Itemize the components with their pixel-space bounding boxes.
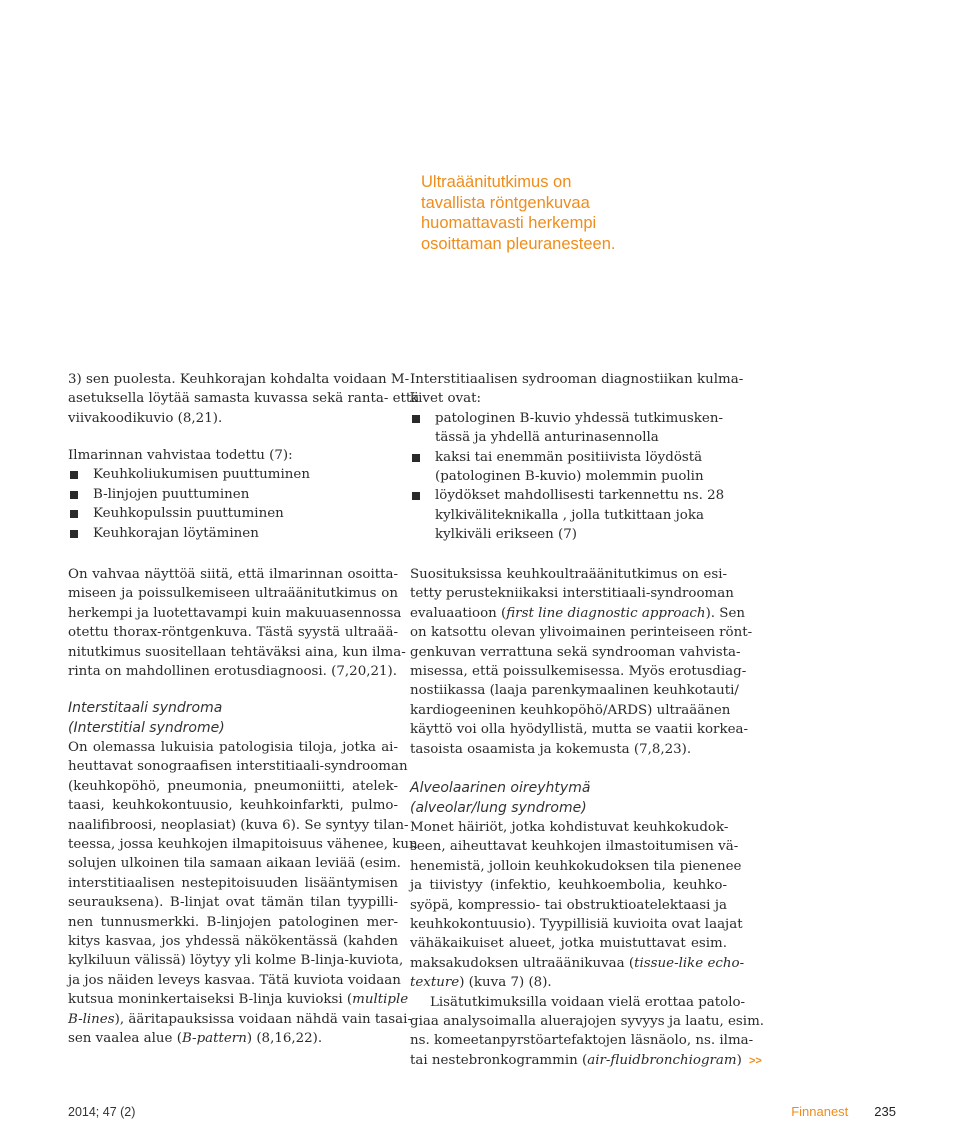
- pull-quote-line: Ultraäänitutkimus on: [421, 173, 572, 191]
- list-item: Keuhkorajan löytäminen: [68, 524, 398, 543]
- left-column: [68, 370, 420, 428]
- footer-brand-page: [791, 1104, 896, 1119]
- alveolar-section: [410, 778, 765, 1070]
- further-studies-paragraph: Lisätutkimuksilla voidaan vielä erottaa patolo- giaa analysoimalla aluerajojen syvyys ja laatu, esim. ns. komeetanpyrstöartefaktojen läsnäolo, ns. ilma- tai nestebronkogrammin (air-fluidbronchiogram): [410, 994, 765, 1068]
- pull-quote-line: huomattavasti herkempi: [421, 214, 597, 232]
- journal-name: Finnanest: [791, 1104, 849, 1119]
- continue-marker: >>: [749, 1055, 762, 1067]
- list-item: kaksi tai enemmän positiivista löydöstä: [410, 448, 732, 467]
- pneumothorax-list-block: [68, 446, 398, 543]
- right-recommendations-paragraph: Suosituksissa keuhkoultraäänitutkimus on esi- tetty perustekniikaksi interstitiaali-syndrooman evaluaatioon (first line diagnostic approach). Sen on katsottu olevan ylivoimainen perinteiseen rönt- genkuvan verrattuna sekä syndrooman vahvista- misessa, että poissulkemisessa. Myös erotusdiag- nostiikassa (laaja parenkymaalinen keuhkotauti/ kardiogeeninen keuhkopöhö/ARDS) ultraäänen käyttö voi olla hyödyllistä, mutta se vaatii korkea- tasoista osaamista ja kokemusta (7,8,23).: [410, 567, 753, 757]
- list-intro: Ilmarinnan vahvistaa todettu (7):: [68, 448, 293, 463]
- interstitial-section: [68, 698, 418, 1049]
- left-intro-paragraph: 3) sen puolesta. Keuhkorajan kohdalta voidaan M- asetuksella löytää samasta kuvassa sekä ranta- että viivakoodikuvio (8,21).: [68, 372, 420, 426]
- list-item: löydökset mahdollisesti tarkennettu ns. 28: [410, 486, 732, 505]
- list-item: patologinen B-kuvio yhdessä tutkimusken-: [410, 409, 732, 428]
- interstitial-paragraph: On olemassa lukuisia patologisia tiloja, jotka ai- heuttavat sonograafisen interstitiaali-syndrooman (keuhkopöhö, pneumonia, pneumoniitti, atelek- taasi, keuhkokontuusio, keuhkoinfarkti, pulmo- naalifibroosi, neoplasiat) (kuva 6). Se syntyy tilan- teessa, jossa keuhkojen ilmapitoisuus vähenee, kun solujen ulkoinen tila samaan aikaan leviää (esim. interstitiaalisen nestepitoisuuden lisääntymisen seurauksena). B-linjat ovat tämän tilan tyypilli- nen tunnusmerkki. B-linjojen patologinen mer- kitys kasvaa, jos yhdessä näkökentässä (kahden kylkiluun välissä) löytyy yli kolme B-linja-kuviota, ja jos näiden leveys kasvaa. Tätä kuviota voidaan kutsua moninkertaiseksi B-linja kuvioksi (multiple B-lines), ääritapauksissa voidaan nähdä vain tasai- sen vaalea alue (B-pattern) (8,16,22).: [68, 740, 418, 1047]
- section-heading: Interstitaali syndroma: [68, 700, 223, 716]
- section-heading-translation: (alveolar/lung syndrome): [410, 800, 587, 816]
- right-diagnostics-block: Interstitiaalisen sydrooman diagnostiikan kulma- kivet ovat: patologinen B-kuvio yhdessä tutkimusken- tässä ja yhdellä anturinasennolla kaksi tai enemmän positiivista löydöstä (patologinen B-kuvio) molemmin puolin löydökset mahdollisesti tarkennettu ns. 28 kylkiväliteknikalla , jolla tutkittaan joka kylkiväli erikseen (7): [410, 372, 744, 543]
- pull-quote-line: osoittaman pleuranesteen.: [421, 234, 616, 253]
- issue-number: 2014; 47 (2): [68, 1105, 136, 1119]
- pull-quote-line: tavallista röntgenkuvaa: [421, 193, 590, 212]
- section-heading-translation: (Interstitial syndrome): [68, 720, 225, 736]
- list-item: B-linjojen puuttuminen: [68, 485, 398, 504]
- section-heading: Alveolaarinen oireyhtymä: [410, 780, 591, 796]
- page-number: 235: [874, 1104, 896, 1119]
- pull-quote: [421, 172, 651, 254]
- alveolar-paragraph: Monet häiriöt, jotka kohdistuvat keuhkokudok- seen, aiheuttavat keuhkojen ilmastoitumisen vä- henemistä, jolloin keuhkokudoksen tila pienenee ja tiivistyy (infektio, keuhkoembolia, keuhko- syöpä, kompressio- tai obstruktioatelektaasi ja keuhkokontuusio). Tyypillisiä kuvioita ovat laajat vähäkaikuiset alueet, jotka muistuttavat esim. maksakudoksen ultraäänikuvaa (tissue-like echo- texture) (kuva 7) (8).: [410, 820, 745, 991]
- list-item: Keuhkopulssin puuttuminen: [68, 504, 398, 523]
- left-paragraph-evidence: On vahvaa näyttöä siitä, että ilmarinnan osoitta- miseen ja poissulkemiseen ultraäänitutkimus on herkempi ja luotettavampi kuin makuuasennossa otettu thorax-röntgenkuva. Tästä syystä ultraää- nitutkimus suositellaan tehtäväksi aina, kun ilma- rinta on mahdollinen erotusdiagnoosi. (7,20,21).: [68, 567, 406, 680]
- list-item: Keuhkoliukumisen puuttuminen: [68, 465, 398, 484]
